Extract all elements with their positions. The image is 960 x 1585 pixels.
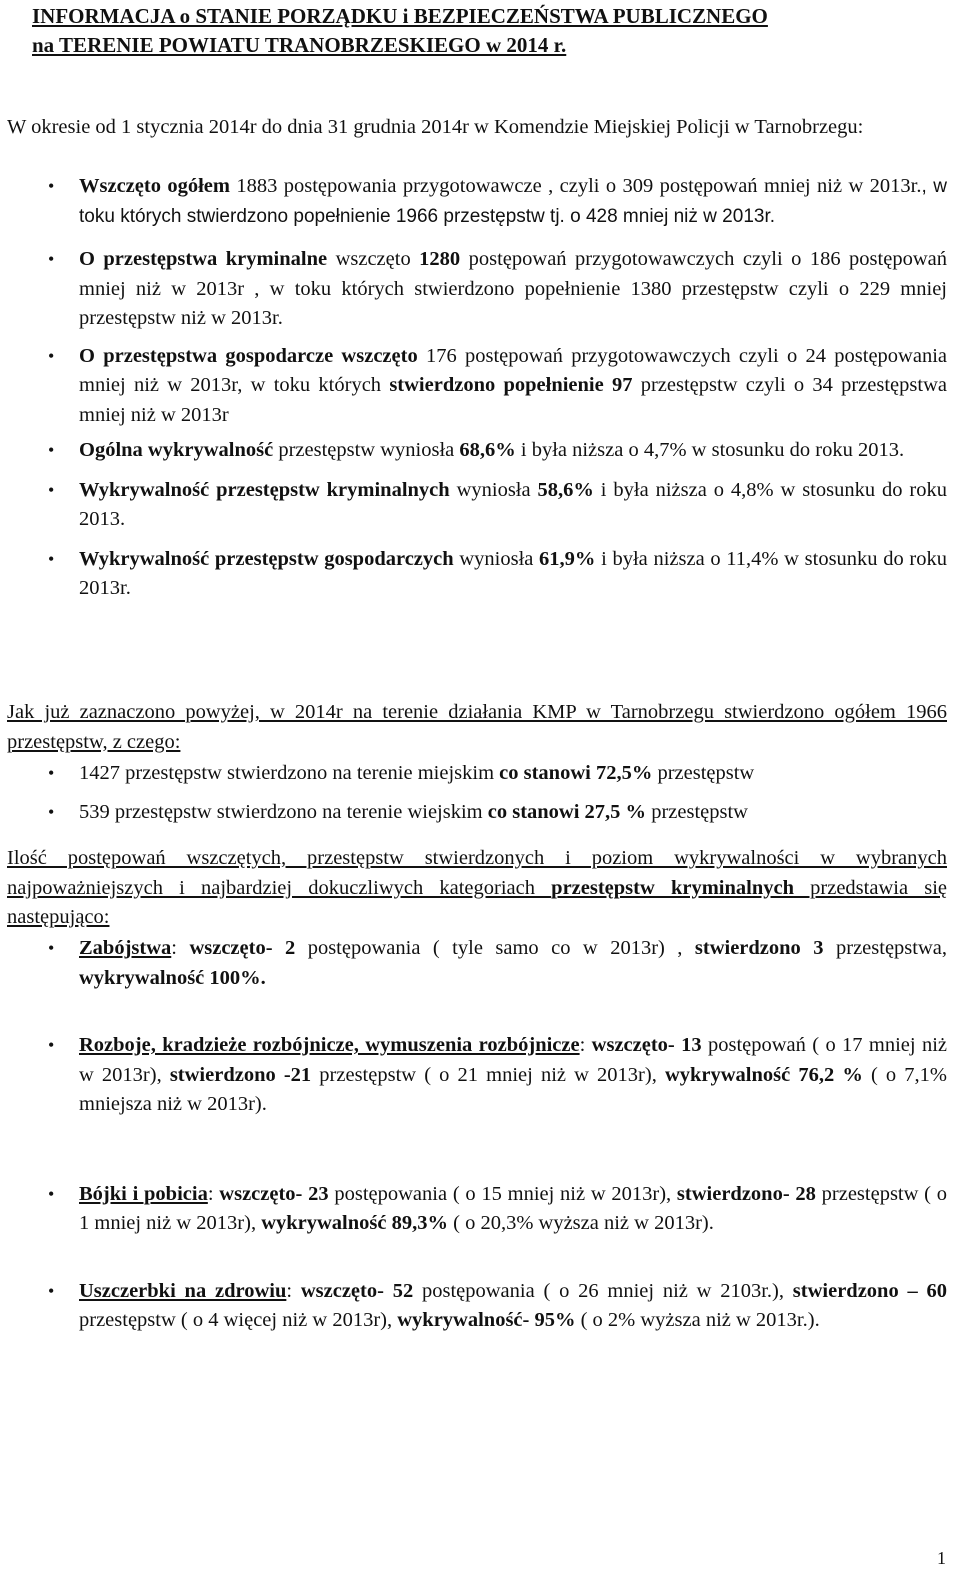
category-item-injuries: • Uszczerbki na zdrowiu: wszczęto- 52 postępowania ( o 26 mniej niż w 2103r.), stwierdzono – 60 przestępstw ( o 4 więcej niż w 2013r), wykrywalność- 95% ( o 2% wyższa niż w 2013r.). [0,1277,947,1336]
category-list [0,934,947,1336]
area-intro-paragraph: Jak już zaznaczono powyżej, w 2014r na terenie działania KMP w Tarnobrzegu stwierdzono ogółem 1966 przestępstw, z czego: [7,701,947,753]
category-item-homicide: • Zabójstwa: wszczęto- 2 postępowania ( tyle samo co w 2013r) , stwierdzono 3 przestępstwa, wykrywalność 100%. [0,934,947,993]
title-line-2: na TERENIE POWIATU TRANOBRZESKIEGO w 2014 r. [32,33,567,57]
page-number: 1 [937,1548,946,1568]
summary-item-economic: • O przestępstwa gospodarcze wszczęto 176 postępowań przygotowawczych czyli o 24 postępowania mniej niż w 2013r, w toku których stwierdzono popełnienie 97 przestępstw czyli o 34 przestępstwa mniej niż w 2013r [0,342,947,431]
summary-item-detection-overall: • Ogólna wykrywalność przestępstw wyniosła 68,6% i była niższa o 4,7% w stosunku do roku 2013. [0,436,947,466]
area-item-rural: • 539 przestępstw stwierdzono na terenie wiejskim co stanowi 27,5 % przestępstw [0,798,947,828]
area-item-urban: • 1427 przestępstw stwierdzono na terenie miejskim co stanowi 72,5% przestępstw [0,759,947,789]
summary-item-criminal: • O przestępstwa kryminalne wszczęto 1280 postępowań przygotowawczych czyli o 186 postępowań mniej niż w 2013r , w toku których stwierdzono popełnienie 1380 przestępstw czyli o 229 mniej przestępstw niż w 2013r. [0,245,947,334]
category-item-fights: • Bójki i pobicia: wszczęto- 23 postępowania ( o 15 mniej niż w 2013r), stwierdzono- 28 przestępstw ( o 1 mniej niż w 2013r), wykrywalność 89,3% ( o 20,3% wyższa niż w 2013r). [0,1180,947,1239]
title-line-1: INFORMACJA o STANIE PORZĄDKU i BEZPIECZEŃSTWA PUBLICZNEGO [32,4,768,28]
area-list [0,759,947,827]
summary-item-initiated: • Wszczęto ogółem 1883 postępowania przygotowawcze , czyli o 309 postępowań mniej niż w 2013r., w toku których stwierdzono popełnienie 1966 przestępstw tj. o 428 mniej niż w 2013r. [0,172,947,231]
summary-item-detection-criminal: • Wykrywalność przestępstw kryminalnych wyniosła 58,6% i była niższa o 4,8% w stosunku do roku 2013. [0,476,947,535]
summary-item-detection-economic: • Wykrywalność przestępstw gospodarczych wyniosła 61,9% i była niższa o 11,4% w stosunku do roku 2013r. [0,545,947,604]
category-item-robbery: • Rozboje, kradzieże rozbójnicze, wymuszenia rozbójnicze: wszczęto- 13 postępowań ( o 17 mniej niż w 2013r), stwierdzono -21 przestępstw ( o 21 mniej niż w 2013r), wykrywalność 76,2 % ( o 7,1% mniejsza niż w 2013r). [0,1031,947,1120]
document-title [32,2,947,60]
category-intro-paragraph: Ilość postępowań wszczętych, przestępstw stwierdzonych i poziom wykrywalności w wybranych najpoważniejszych i najbardziej dokuczliwych kategoriach przestępstw kryminalnych przedstawia się następująco: [7,847,947,928]
intro-paragraph: W okresie od 1 stycznia 2014r do dnia 31 grudnia 2014r w Komendzie Miejskiej Policji w Tarnobrzegu: [7,116,864,138]
summary-list [0,172,947,604]
